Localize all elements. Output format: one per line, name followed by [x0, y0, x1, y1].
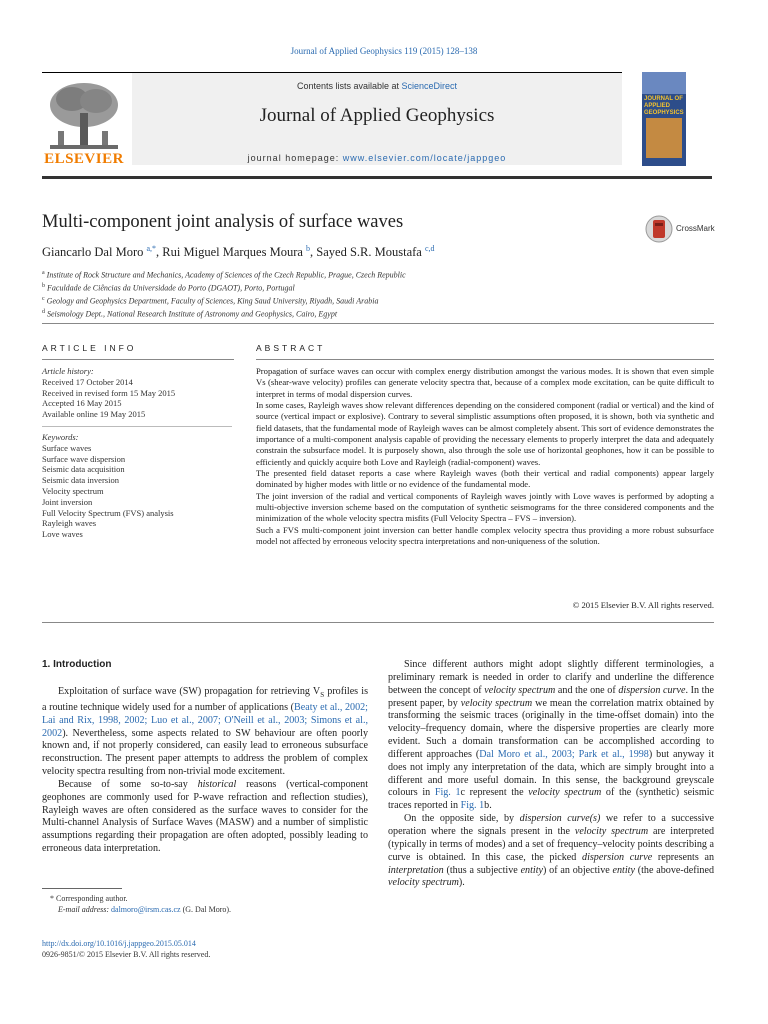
- footnote-marker: *: [50, 894, 54, 903]
- abstract-rule: [256, 359, 714, 360]
- emphasis-text: historical: [197, 778, 237, 790]
- abstract-heading: ABSTRACT: [256, 343, 326, 353]
- affiliations-divider: [42, 323, 714, 324]
- body-text: Since different authors might adopt slightly different terminologies, a preliminary remark is needed in order to clarify and underline the difference between the concept of: [388, 659, 714, 696]
- corresponding-note: [42, 893, 362, 904]
- abstract-paragraph: The joint inversion of the radial and vertical components of Rayleigh waves jointly with Love waves is performed by adopting a multi-objective inversion scheme based on the computation of synthetic seismograms for the three considered components and the minimization of the whole velocity spectra misfits (Full Velocity Spectra – FVS – inversion).: [256, 490, 714, 524]
- emphasis-text: velocity spectrum: [388, 877, 459, 889]
- body-text: reasons (vertical-component geophones are commonly used for P-wave refraction and reflection studies), Rayleigh waves are often considered as the surface waves to consider for the Multi-channel Analysis of Surface Waves (MASW) and a number of simplistic assumptions regarding their propagation are often adopted, possibly leading to erroneous data interpretation.: [42, 778, 368, 855]
- keyword-item: Seismic data acquisition: [42, 464, 125, 475]
- issn-line: 0926-9851/© 2015 Elsevier B.V. All rights reserved.: [42, 950, 211, 959]
- body-text: ) of an objective: [542, 864, 613, 876]
- homepage-prefix: journal homepage:: [247, 153, 343, 163]
- article-info: [42, 366, 232, 540]
- keyword-item: Love waves: [42, 529, 83, 540]
- emphasis-text: dispersion curve(s): [519, 813, 601, 825]
- affiliation-item: [42, 281, 662, 294]
- affiliation-key: c: [42, 296, 45, 303]
- affiliation-text: Institute of Rock Structure and Mechanics, Academy of Sciences of the Czech Republic, Prague, Czech Republic: [46, 270, 406, 280]
- affiliation-text: Faculdade de Ciências da Universidade do Porto (DGAOT), Porto, Portugal: [47, 283, 295, 293]
- emphasis-text: velocity spectrum: [574, 825, 649, 837]
- author-name[interactable]: Sayed S.R. Moustafa: [316, 245, 422, 260]
- body-text: of the (synthetic) seismic traces reported in: [388, 787, 714, 812]
- affiliation-list: [42, 268, 662, 321]
- header-divider: [42, 176, 712, 179]
- affiliation-item: [42, 268, 662, 281]
- abstract-copyright: © 2015 Elsevier B.V. All rights reserved.: [572, 600, 714, 610]
- email-suffix: (G. Dal Moro).: [180, 905, 232, 914]
- author-name[interactable]: Rui Miguel Marques Moura: [162, 245, 303, 260]
- emphasis-text: dispersion curve: [618, 684, 686, 696]
- contents-prefix: Contents lists available at: [296, 81, 402, 91]
- emphasis-text: entity: [520, 864, 543, 876]
- body-paragraph: [388, 659, 714, 813]
- publisher-name: ELSEVIER: [44, 151, 124, 167]
- body-text: (the above-defined: [634, 864, 715, 876]
- cover-title: JOURNAL OF APPLIED GEOPHYSICS: [644, 96, 684, 116]
- contents-line: [132, 81, 622, 91]
- left-column: [42, 686, 368, 856]
- body-paragraph: [42, 686, 368, 779]
- emphasis-text: velocity spectrum: [528, 787, 602, 799]
- elsevier-tree-icon: [42, 79, 126, 153]
- body-text: ) but anyway it does not imply any interpretation of the data, which are simply brought into a different and more useful domain. In this sense, the background greyscale colours in: [388, 748, 714, 799]
- affiliation-item: [42, 307, 662, 320]
- journal-banner: [132, 73, 622, 165]
- cover-top-band: [642, 72, 686, 94]
- abstract-paragraph: In some cases, Rayleigh waves show relevant differences depending on the considered component (radial or vertical) and the kind of source (vertical impact or explosive). Contrary to several simplistic assumptions often proposed, it is shown, both via synthetic and field datasets, that the fundamental mode of Rayleigh waves can be almost completely absent. This sort of evidence demonstrates the importance of a multi-component analysis capable of providing the necessary elements to properly interpret the data and adequately constrain the subsurface model. It is purposely shown, also through the sole use of horizontal geophones, how it can be possible to efficiently and quickly acquire both Love and Rayleigh (radial-component) waves.: [256, 400, 714, 467]
- abstract-body: [256, 366, 714, 548]
- affiliation-item: [42, 294, 662, 307]
- body-text: and the one of: [555, 684, 619, 696]
- affiliation-text: Geology and Geophysics Department, Faculty of Sciences, King Saud University, Riyadh, Saudi Arabia: [46, 296, 379, 306]
- emphasis-text: velocity spectrum: [484, 684, 556, 696]
- email-note: [42, 904, 362, 915]
- author-affiliation-marker[interactable]: c,d: [424, 244, 435, 253]
- affiliation-key: a: [42, 270, 45, 276]
- abstract-paragraph: Such a FVS multi-component joint inversion can better handle complex velocity spectra thus providing a more robust subsurface model not affected by erroneous velocity spectra interpretations and non-uniqueness of the solution.: [256, 524, 714, 547]
- journal-name: Journal of Applied Geophysics: [259, 105, 495, 126]
- body-paragraph: [42, 779, 368, 856]
- body-paragraph: [388, 813, 714, 890]
- affiliation-key: d: [42, 309, 45, 316]
- keyword-item: Surface waves: [42, 442, 92, 453]
- emphasis-text: entity: [612, 864, 635, 876]
- sciencedirect-link[interactable]: ScienceDirect: [401, 81, 458, 91]
- crossmark-label: CrossMark: [676, 224, 715, 233]
- body-text: . In the present paper, by: [388, 684, 714, 709]
- abstract-paragraph: Propagation of surface waves can occur with complex energy distribution amongst the various modes. It is shown that even simple Vs (shear-wave velocity) profiles can generate velocity spectra that, because of a complex mode excitation, can be quite difficult to interpret in terms of modal dispersion curves.: [256, 366, 714, 399]
- footnote-rule: [42, 888, 122, 889]
- body-text: represents an: [652, 851, 714, 863]
- citation-link[interactable]: Fig. 1: [460, 800, 485, 812]
- info-divider: [42, 426, 232, 427]
- keyword-item: Rayleigh waves: [42, 518, 97, 529]
- doi-link[interactable]: http://dx.doi.org/10.1016/j.jappgeo.2015.05.014: [42, 939, 196, 948]
- body-text: c represent the: [460, 787, 529, 799]
- keywords-label: Keywords:: [42, 431, 79, 442]
- citation-link[interactable]: Dal Moro et al., 2003; Park et al., 1998: [479, 748, 649, 760]
- author-affiliation-marker[interactable]: b: [306, 244, 311, 253]
- body-text: (thus a subjective: [443, 864, 521, 876]
- homepage-line: [132, 153, 622, 163]
- email-label: E-mail address:: [58, 905, 112, 914]
- body-text: we refer to a successive operation where the signals present in the: [388, 813, 714, 837]
- right-column: [388, 659, 714, 890]
- crossmark-badge[interactable]: [644, 214, 714, 244]
- emphasis-text: velocity spectrum: [460, 697, 533, 709]
- corresponding-label: Corresponding author.: [56, 894, 128, 903]
- emphasis-text: interpretation: [388, 864, 444, 876]
- keyword-item: Surface wave dispersion: [42, 453, 126, 464]
- history-item: Received in revised form 15 May 2015: [42, 387, 176, 398]
- history-label: Article history:: [42, 366, 94, 376]
- history-item: Accepted 16 May 2015: [42, 398, 122, 409]
- emphasis-text: dispersion curve: [582, 851, 653, 863]
- history-item: Received 17 October 2014: [42, 376, 133, 387]
- citation-link[interactable]: Fig. 1: [434, 787, 461, 799]
- article-info-rule: [42, 359, 234, 360]
- body-text: ).: [458, 877, 465, 889]
- introduction-heading: 1. Introduction: [42, 659, 112, 670]
- article-title: Multi-component joint analysis of surface waves: [42, 212, 404, 232]
- body-text: Because of some so-to-say: [58, 778, 198, 790]
- keyword-item: Seismic data inversion: [42, 475, 119, 486]
- author-list: Giancarlo Dal Moro $^{a,*}$, Rui Miguel Marques Moura $^b$, Sayed S.R. Moustafa $^{c,d}$: [42, 244, 435, 260]
- affiliation-key: b: [42, 283, 45, 290]
- author-affiliation-marker[interactable]: a,*: [146, 244, 157, 253]
- journal-homepage-link[interactable]: www.elsevier.com/locate/jappgeo: [342, 153, 507, 163]
- journal-cover-image[interactable]: [642, 72, 686, 166]
- article-info-heading: ARTICLE INFO: [42, 343, 137, 353]
- keyword-item: Full Velocity Spectrum (FVS) analysis: [42, 507, 174, 518]
- journal-header: [42, 72, 622, 169]
- doi-block: [42, 938, 362, 960]
- body-text: b.: [484, 800, 492, 812]
- subscript-text: S: [320, 691, 325, 700]
- crossmark-icon: [644, 214, 674, 244]
- cover-picture: [646, 118, 682, 158]
- body-text: profiles is a routine technique widely used for a number of applications (: [42, 686, 368, 713]
- body-text: On the opposite side, by: [404, 813, 520, 825]
- affiliation-text: Seismology Dept., National Research Institute of Astronomy and Geophysics, Cairo, Egypt: [47, 310, 338, 320]
- footnote: [42, 893, 362, 915]
- author-email-link[interactable]: dalmoro@irsm.cas.cz: [111, 905, 181, 914]
- body-text: ). Nevertheless, some aspects related to SW behaviour are often poorly known and, if not properly considered, can easily lead to erroneous subsurface reconstruction. The present paper attempts to address the problem of complex velocity spectra resulting from non-trivial mode excitement.: [42, 727, 368, 778]
- author-name[interactable]: Giancarlo Dal Moro: [42, 245, 144, 260]
- abstract-paragraph: The presented field dataset reports a case where Rayleigh waves (both their vertical and radial components) appear largely dominated by higher modes with little or no evidence of the fundamental mode.: [256, 468, 714, 490]
- citation-link[interactable]: Beaty et al., 2002; Lai and Rix, 1998, 2002; Luo et al., 2007; O'Neill et al., 2003; Simons et al., 2002: [42, 701, 368, 739]
- keyword-item: Joint inversion: [42, 496, 93, 507]
- body-text: we mean the correlation matrix obtained by transforming the seismic traces (originally in the time-offset domain) into the velocity–frequency domain, where the dispersive properties are clearly more evident. Such a domain transformation can be accomplished according to different approaches (: [388, 697, 714, 760]
- body-text: are interpreted (typically in terms of modes) and a set of frequency–velocity points describing a curve is obtained. In this case, the picked: [388, 825, 714, 863]
- body-text: Exploitation of surface wave (SW) propagation for retrieving V: [58, 686, 321, 697]
- journal-citation-link[interactable]: Journal of Applied Geophysics 119 (2015) 128–138: [290, 46, 478, 56]
- history-item: Available online 19 May 2015: [42, 409, 146, 420]
- abstract-divider: [42, 622, 714, 623]
- keyword-item: Velocity spectrum: [42, 485, 104, 496]
